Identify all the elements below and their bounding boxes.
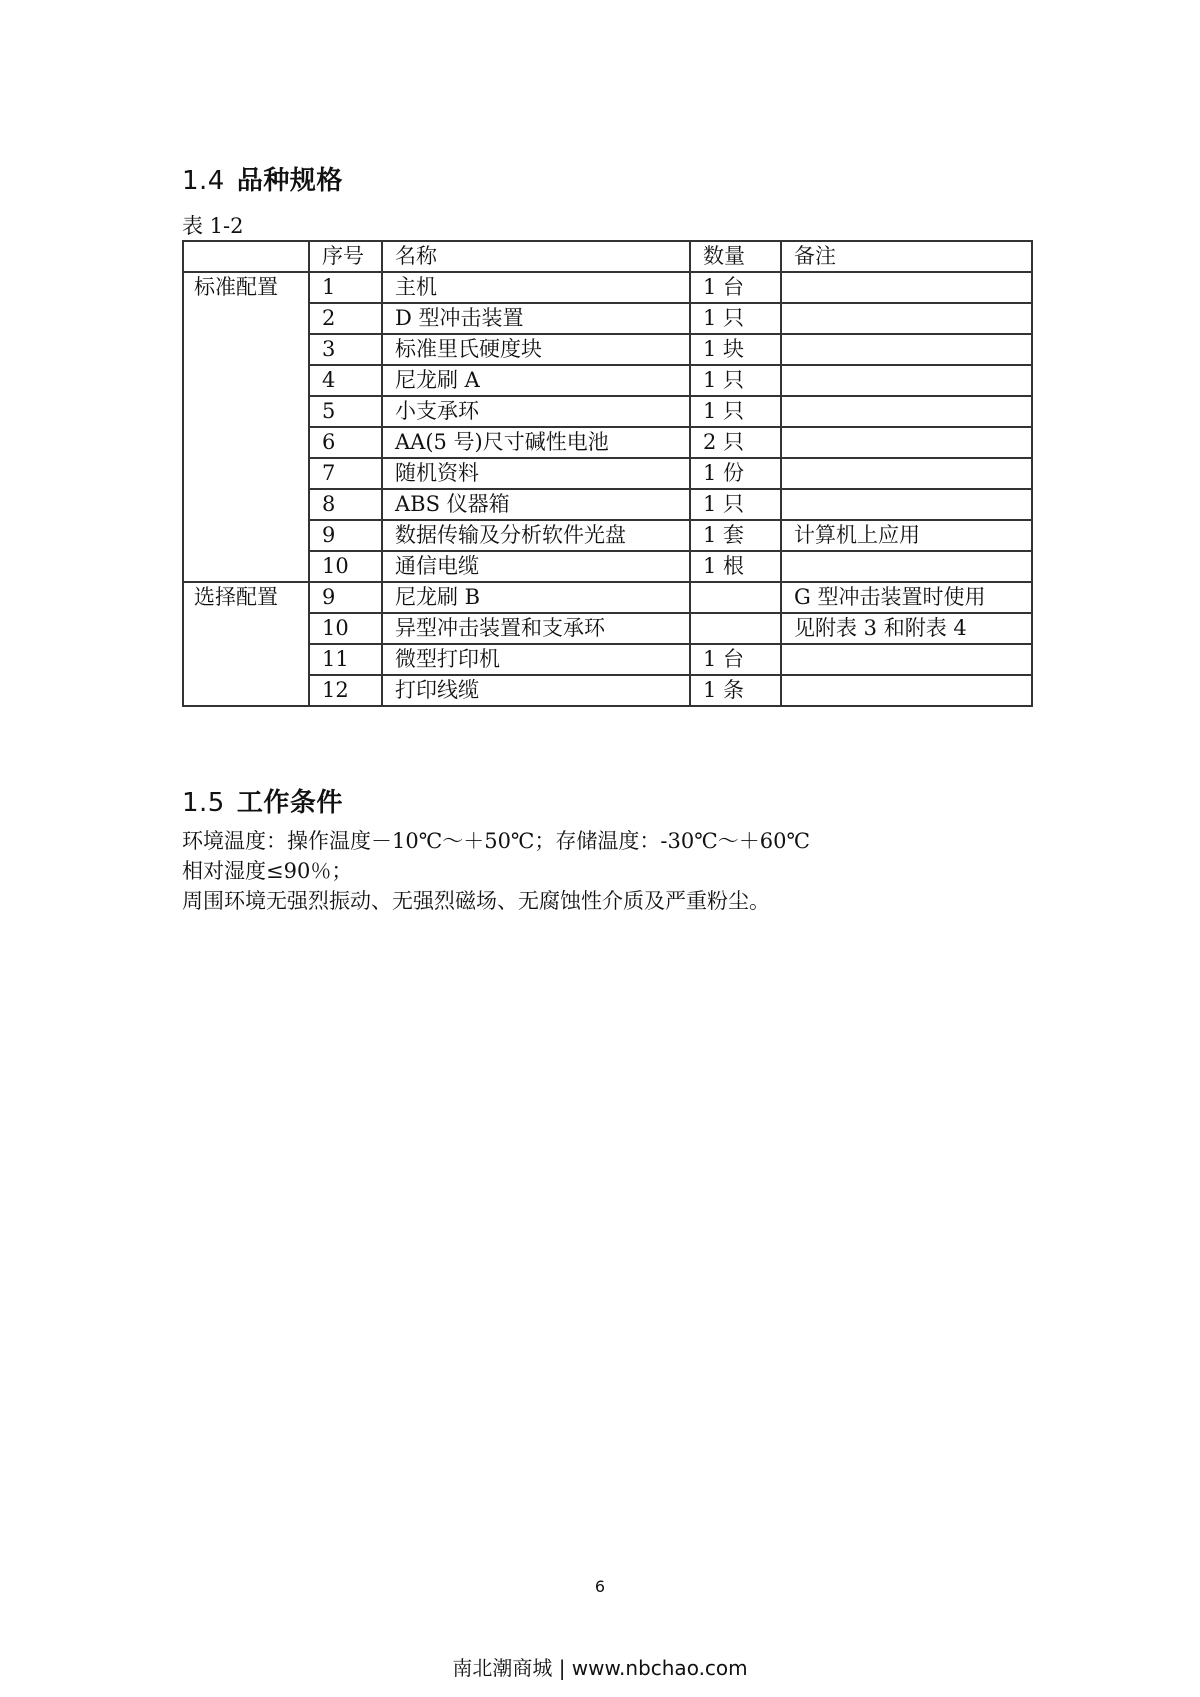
row-no: 9: [309, 582, 382, 613]
table-row: [183, 272, 1032, 303]
row-name: 打印线缆: [382, 675, 690, 706]
section-number: 1.4: [182, 166, 225, 196]
table-row: [183, 303, 1032, 334]
row-name: AA(5 号)尺寸碱性电池: [382, 427, 690, 458]
table-row: [183, 427, 1032, 458]
table-row: [183, 675, 1032, 706]
working-conditions: [182, 826, 810, 916]
section-heading-1-4: [182, 160, 343, 197]
condition-humidity: 相对湿度≤90％；: [182, 859, 353, 883]
row-qty: 1 只: [690, 303, 781, 334]
row-note: [781, 644, 1032, 675]
row-no: 11: [309, 644, 382, 675]
row-no: 7: [309, 458, 382, 489]
table-row: [183, 551, 1032, 582]
row-no: 9: [309, 520, 382, 551]
row-note: 见附表 3 和附表 4: [781, 613, 1032, 644]
page-number: 6: [594, 1577, 606, 1596]
table-row: [183, 644, 1032, 675]
table-row: [183, 489, 1032, 520]
row-no: 5: [309, 396, 382, 427]
table-row: [183, 613, 1032, 644]
row-qty: 1 只: [690, 489, 781, 520]
group-label: 标准配置: [183, 272, 309, 582]
table-row: [183, 582, 1032, 613]
row-no: 12: [309, 675, 382, 706]
row-no: 4: [309, 365, 382, 396]
section-title: 品种规格: [236, 166, 343, 196]
spec-table: [182, 240, 1033, 707]
row-no: 10: [309, 551, 382, 582]
section-number: 1.5: [182, 788, 225, 818]
row-note: G 型冲击装置时使用: [781, 582, 1032, 613]
table-row: [183, 396, 1032, 427]
header-cell: 序号: [309, 241, 382, 272]
condition-temperature: 环境温度：操作温度－10℃～＋50℃；存储温度：-30℃～＋60℃: [182, 829, 810, 853]
row-no: 8: [309, 489, 382, 520]
header-cell: 备注: [781, 241, 1032, 272]
row-no: 6: [309, 427, 382, 458]
row-note: [781, 334, 1032, 365]
row-name: 标准里氏硬度块: [382, 334, 690, 365]
row-qty: [690, 613, 781, 644]
footer-watermark: 南北潮商城 | www.nbchao.com: [452, 1656, 748, 1680]
row-name: 通信电缆: [382, 551, 690, 582]
group-label: 选择配置: [183, 582, 309, 706]
header-cell: 名称: [382, 241, 690, 272]
row-note: [781, 272, 1032, 303]
row-note: [781, 551, 1032, 582]
row-note: [781, 303, 1032, 334]
row-qty: [690, 582, 781, 613]
table-row: [183, 365, 1032, 396]
section-title: 工作条件: [236, 788, 343, 818]
row-no: 2: [309, 303, 382, 334]
row-note: [781, 396, 1032, 427]
row-name: D 型冲击装置: [382, 303, 690, 334]
row-name: ABS 仪器箱: [382, 489, 690, 520]
row-name: 小支承环: [382, 396, 690, 427]
row-note: [781, 427, 1032, 458]
header-cell: [183, 241, 309, 272]
row-qty: 1 只: [690, 365, 781, 396]
row-no: 10: [309, 613, 382, 644]
header-cell: 数量: [690, 241, 781, 272]
row-qty: 1 条: [690, 675, 781, 706]
row-qty: 1 套: [690, 520, 781, 551]
row-qty: 1 块: [690, 334, 781, 365]
row-name: 数据传输及分析软件光盘: [382, 520, 690, 551]
table-header-row: [183, 241, 1032, 272]
row-name: 主机: [382, 272, 690, 303]
row-name: 异型冲击装置和支承环: [382, 613, 690, 644]
row-note: 计算机上应用: [781, 520, 1032, 551]
section-heading-1-5: [182, 782, 343, 819]
table-caption: 表 1-2: [182, 214, 244, 238]
row-qty: 1 台: [690, 644, 781, 675]
row-no: 3: [309, 334, 382, 365]
row-name: 尼龙刷 A: [382, 365, 690, 396]
row-qty: 1 根: [690, 551, 781, 582]
row-name: 尼龙刷 B: [382, 582, 690, 613]
row-note: [781, 489, 1032, 520]
row-note: [781, 365, 1032, 396]
row-qty: 1 台: [690, 272, 781, 303]
row-name: 随机资料: [382, 458, 690, 489]
row-note: [781, 458, 1032, 489]
row-name: 微型打印机: [382, 644, 690, 675]
row-note: [781, 675, 1032, 706]
row-qty: 1 只: [690, 396, 781, 427]
condition-environment: 周围环境无强烈振动、无强烈磁场、无腐蚀性介质及严重粉尘。: [182, 889, 770, 913]
table-row: [183, 458, 1032, 489]
table-row: [183, 334, 1032, 365]
row-qty: 1 份: [690, 458, 781, 489]
table-row: [183, 520, 1032, 551]
row-qty: 2 只: [690, 427, 781, 458]
row-no: 1: [309, 272, 382, 303]
